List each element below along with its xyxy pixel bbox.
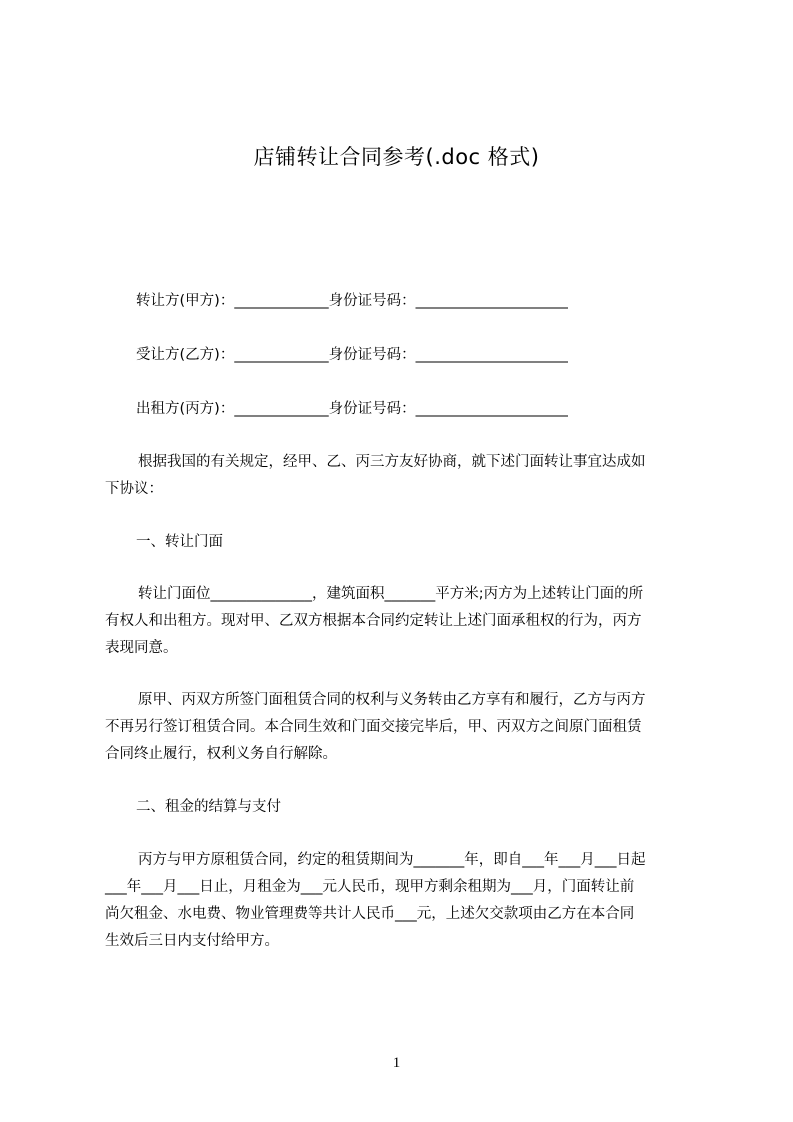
party-line-transferor: 转让方(甲方)：_____________身份证号码：_____________________	[136, 293, 568, 309]
intro-line: 下协议：	[105, 481, 163, 497]
section-heading-transfer: 一、转让门面	[136, 534, 223, 550]
section1-para1-line: 表现同意。	[105, 640, 178, 656]
section1-para2-line: 合同终止履行，权利义务自行解除。	[105, 746, 337, 762]
party-line-transferee: 受让方(乙方)：_____________身份证号码：_____________________	[136, 347, 568, 363]
document-title: 店铺转让合同参考(.doc 格式)	[253, 145, 540, 169]
party-line-lessor: 出租方(丙方)：_____________身份证号码：_____________________	[136, 401, 568, 417]
section2-para1-line: 丙方与甲方原租赁合同，约定的租赁期间为_______年，即自___年___月___日起	[138, 852, 646, 868]
section2-para1-line: ___年___月___日止，月租金为___元人民币，现甲方剩余租期为___月，门面转让前	[105, 879, 635, 895]
page-number: 1	[392, 1055, 401, 1071]
section2-para1-line: 尚欠租金、水电费、物业管理费等共计人民币___元，上述欠交款项由乙方在本合同	[105, 906, 635, 922]
section1-para1-line: 有权人和出租方。现对甲、乙双方根据本合同约定转让上述门面承租权的行为，丙方	[105, 613, 642, 629]
section-heading-rent: 二、租金的结算与支付	[136, 799, 281, 815]
section1-para1-line: 转让门面位______________，建筑面积_______平方米;丙方为上述转让门面的所	[138, 586, 644, 602]
intro-line: 根据我国的有关规定，经甲、乙、丙三方友好协商，就下述门面转让事宜达成如	[138, 454, 646, 470]
section1-para2-line: 原甲、丙双方所签门面租赁合同的权利与义务转由乙方享有和履行，乙方与丙方	[138, 692, 646, 708]
section1-para2-line: 不再另行签订租赁合同。本合同生效和门面交接完毕后，甲、丙双方之间原门面租赁	[105, 719, 642, 735]
section2-para1-line: 生效后三日内支付给甲方。	[105, 933, 279, 949]
